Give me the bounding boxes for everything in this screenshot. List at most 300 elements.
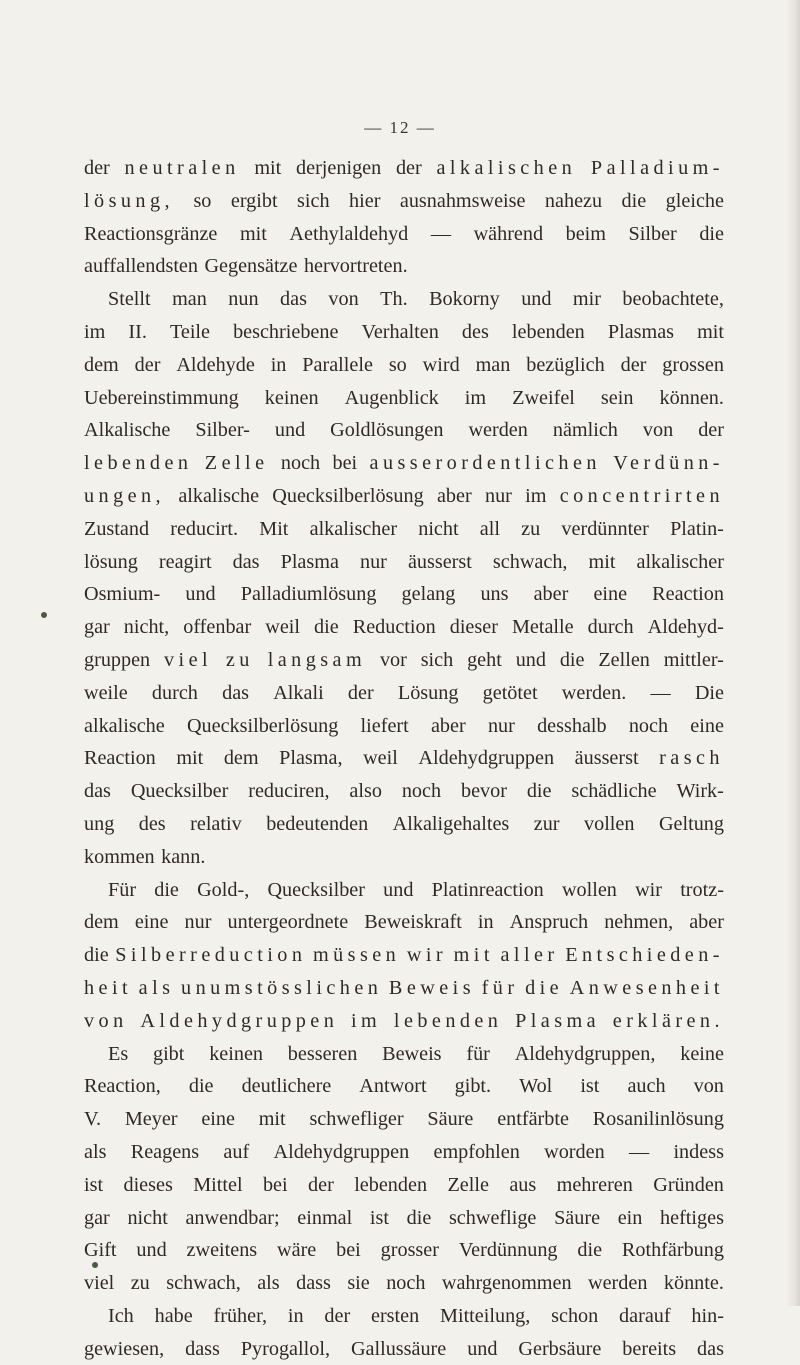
word: mehreren	[556, 1173, 633, 1196]
word: eine	[690, 714, 724, 737]
word: mit	[176, 747, 204, 770]
word: aus	[509, 1173, 537, 1196]
word: die	[314, 616, 339, 639]
word: Gerbsäure	[518, 1337, 602, 1360]
word: der	[395, 157, 422, 179]
word: Verdünnung	[458, 1239, 558, 1262]
text-line	[84, 972, 724, 1005]
word: ung	[84, 812, 115, 835]
spaced-word: neutralen	[124, 157, 240, 179]
word: empfohlen	[433, 1140, 520, 1163]
word: alkalischer	[636, 550, 724, 573]
word: auffallendsten	[84, 255, 198, 278]
word: mit	[588, 550, 616, 573]
word: Gift	[84, 1239, 117, 1262]
word: Reduction	[352, 616, 436, 639]
word: im	[525, 484, 547, 507]
word: dieses	[123, 1173, 173, 1196]
text-line	[84, 1038, 724, 1071]
word: der	[698, 419, 724, 442]
word: Quecksilber	[130, 780, 229, 803]
word: im	[84, 320, 106, 343]
word: Stellt	[108, 288, 151, 311]
word: das	[697, 1337, 724, 1360]
word: trotz-	[680, 878, 724, 901]
word: nicht	[127, 1206, 168, 1229]
word: alkalischer	[309, 517, 398, 540]
spaced-word: Verdünn-	[613, 452, 724, 475]
text-line	[84, 1234, 724, 1267]
word: anwendbar;	[185, 1206, 280, 1229]
word: nehmen,	[604, 911, 674, 934]
word: Reactionsgränze	[84, 222, 218, 245]
word: Reaction,	[84, 1075, 161, 1098]
word: —	[650, 681, 671, 704]
word: entfärbte	[497, 1108, 569, 1131]
word: noch	[386, 1272, 426, 1295]
spaced-word: unumstösslichen	[181, 976, 383, 999]
spaced-word: für	[481, 976, 519, 999]
word: schwach,	[492, 550, 568, 573]
word: mit	[254, 157, 282, 179]
word: Bokorny	[429, 288, 500, 311]
word: kann.	[161, 845, 206, 868]
spaced-word: mit	[453, 944, 494, 967]
word: gleiche	[665, 189, 724, 212]
margin-speck	[92, 1262, 98, 1268]
word: mittler-	[663, 648, 724, 671]
word: zu	[130, 1272, 150, 1295]
spaced-word: Zelle	[204, 452, 269, 475]
word: nicht	[418, 517, 459, 540]
word: sie	[347, 1272, 370, 1295]
word: also	[349, 780, 382, 803]
word: bereits	[622, 1337, 677, 1360]
text-line	[84, 283, 724, 316]
text-line	[84, 808, 724, 841]
word: eine	[201, 1108, 235, 1131]
word: aber	[430, 714, 466, 737]
word: Aldehydgruppen,	[514, 1042, 656, 1065]
text-line	[84, 447, 724, 480]
text-line	[84, 1202, 724, 1235]
word: lebenden	[354, 1173, 428, 1196]
word: liefert	[360, 714, 409, 737]
word: Mitteilung,	[440, 1304, 531, 1327]
word: und	[274, 419, 306, 442]
word: dem	[84, 911, 119, 934]
word: dieser	[449, 616, 498, 639]
word: zweitens	[186, 1239, 258, 1262]
word: in	[287, 1304, 304, 1327]
word: Reaction	[652, 583, 724, 606]
word: reducirt.	[170, 517, 239, 540]
word: Säure	[554, 1206, 601, 1229]
word: relativ	[190, 812, 242, 835]
page-edge-shadow	[786, 0, 800, 1306]
word: beschriebene	[233, 320, 339, 343]
word: man	[475, 353, 511, 376]
word: der	[134, 353, 161, 376]
word: dass	[296, 1272, 331, 1295]
word: der	[308, 1173, 334, 1196]
word: Reagens	[130, 1140, 200, 1163]
spaced-word: lebenden	[84, 452, 193, 475]
word: durch	[151, 681, 198, 704]
text-line	[84, 841, 724, 874]
word: Zweifel	[512, 386, 575, 409]
word: mit	[239, 222, 267, 245]
spaced-word: zu	[225, 648, 254, 671]
word: die	[188, 1075, 214, 1098]
word: Gründen	[653, 1173, 724, 1196]
spaced-word: Entschieden-	[565, 944, 724, 967]
word: so	[388, 353, 407, 376]
word: als	[257, 1272, 280, 1295]
word: kommen	[84, 845, 155, 868]
word: Gold-,	[197, 878, 250, 901]
word: bevor	[460, 780, 507, 803]
word: sich	[297, 189, 330, 212]
word: Aldehyde	[176, 353, 255, 376]
word: nahezu	[544, 189, 603, 212]
word: heftiges	[660, 1206, 724, 1229]
word: beim	[565, 222, 606, 245]
word: auf	[223, 1140, 250, 1163]
text-line	[84, 1005, 724, 1038]
word: einmal	[297, 1206, 353, 1229]
word: Alkali	[273, 681, 324, 704]
word: Plasma	[280, 550, 339, 573]
word: werden	[468, 419, 528, 442]
word: des	[138, 812, 166, 835]
spaced-word: wir	[406, 944, 448, 967]
spaced-word: als	[138, 976, 175, 999]
word: ist	[369, 1206, 389, 1229]
word: ergibt	[230, 189, 278, 212]
word: äusserst	[574, 747, 639, 770]
word: Antwort	[359, 1075, 427, 1098]
text-line	[84, 218, 724, 251]
word: und	[383, 878, 414, 901]
word: hier	[349, 189, 381, 212]
word: —	[430, 222, 452, 245]
word: lebenden	[511, 320, 585, 343]
word: äusserst	[407, 550, 472, 573]
word: noch	[628, 714, 669, 737]
word: wird	[422, 353, 460, 376]
word: Parallele	[302, 353, 373, 376]
word: vor	[379, 648, 407, 671]
word: Gegensätze	[204, 255, 298, 278]
word: Platinreaction	[431, 878, 544, 901]
word: sein	[600, 386, 634, 409]
word: Th.	[380, 288, 408, 311]
text-line	[84, 546, 724, 579]
word: das	[280, 288, 307, 311]
spaced-word: ungen,	[84, 484, 166, 507]
word: und	[467, 1337, 498, 1360]
spaced-word: Silberreduction	[115, 944, 307, 967]
word: schweflige	[448, 1206, 537, 1229]
word: reduciren,	[248, 780, 330, 803]
word: die	[526, 780, 552, 803]
word: Augenblick	[344, 386, 439, 409]
word: wahrgenommen	[441, 1272, 572, 1295]
word: ersten	[371, 1304, 420, 1327]
spaced-word: erklären.	[612, 1009, 724, 1032]
word: und	[515, 648, 546, 671]
word: Mit	[259, 517, 289, 540]
word: Zelle	[447, 1173, 489, 1196]
word: Geltung	[658, 812, 724, 835]
word: dem	[84, 353, 119, 376]
word: gibt	[152, 1042, 185, 1065]
word: Rothfärbung	[621, 1239, 724, 1262]
word: können.	[659, 386, 724, 409]
word: und	[136, 1239, 167, 1262]
word: Plasmas	[607, 320, 675, 343]
word: all	[479, 517, 500, 540]
word: Die	[694, 681, 724, 704]
word: eine	[593, 583, 628, 606]
word: Wol	[519, 1075, 553, 1098]
word: mit	[697, 320, 724, 343]
text-line	[84, 414, 724, 447]
word: Platin-	[670, 517, 724, 540]
word: untergeordnete	[227, 911, 349, 934]
word: Alkaligehaltes	[392, 812, 510, 835]
word: wir	[635, 878, 663, 901]
word: schwefliger	[309, 1108, 404, 1131]
word: V.	[84, 1108, 102, 1131]
word: bei	[332, 452, 358, 475]
word: Aethylaldehyd	[289, 222, 409, 245]
word: Osmium-	[84, 583, 161, 606]
word: grossen	[662, 353, 724, 376]
word: nur	[487, 714, 515, 737]
word: dass	[185, 1337, 220, 1360]
word: die	[621, 189, 647, 212]
text-line	[84, 906, 724, 939]
spaced-word: concentrirten	[559, 484, 724, 507]
word: indess	[673, 1140, 724, 1163]
word: Meyer	[124, 1108, 178, 1131]
word: Goldlösungen	[330, 419, 444, 442]
word: schon	[551, 1304, 599, 1327]
spaced-word: Aldehydgruppen	[140, 1009, 339, 1032]
margin-speck	[41, 612, 47, 618]
word: desshalb	[537, 714, 607, 737]
word: gewiesen,	[84, 1337, 165, 1360]
word: Es	[108, 1042, 129, 1065]
word: noch	[401, 780, 442, 803]
spaced-word: Anwesenheit	[569, 976, 724, 999]
word: eine	[134, 911, 169, 934]
word: so	[193, 189, 212, 212]
word: Rosanilinlösung	[592, 1108, 724, 1131]
text-line	[84, 185, 724, 218]
word: und	[185, 583, 216, 606]
word: Reaction	[84, 747, 156, 770]
spaced-word: lösung,	[84, 189, 174, 212]
word: die	[406, 1206, 432, 1229]
word: hervortreten.	[303, 255, 408, 278]
word: bei	[336, 1239, 361, 1262]
text-line	[84, 1136, 724, 1169]
word: bezüglich	[526, 353, 605, 376]
spaced-word: heit	[84, 976, 133, 999]
word: Zustand	[84, 517, 150, 540]
word: alkalische	[178, 484, 260, 507]
text-line	[84, 775, 724, 808]
word: während	[473, 222, 544, 245]
spaced-word: lebenden	[393, 1009, 503, 1032]
word: nun	[228, 288, 259, 311]
text-line	[84, 742, 724, 775]
word: Alkalische	[84, 419, 171, 442]
word: worden	[544, 1140, 605, 1163]
text-line	[84, 710, 724, 743]
text-line	[84, 611, 724, 644]
word: lösung	[84, 550, 138, 573]
word: man	[172, 288, 207, 311]
word: Säure	[427, 1108, 474, 1131]
text-line	[84, 1169, 724, 1202]
text-line	[84, 316, 724, 349]
text-line	[84, 382, 724, 415]
word: ist	[580, 1075, 600, 1098]
word: die	[577, 1239, 603, 1262]
spaced-word: rasch	[659, 747, 724, 770]
word: besseren	[287, 1042, 358, 1065]
body-text	[84, 152, 724, 1365]
word: und	[521, 288, 552, 311]
word: mir	[572, 288, 601, 311]
word: Verhalten	[361, 320, 439, 343]
word: deutlichere	[241, 1075, 332, 1098]
text-line	[84, 1070, 724, 1103]
word: Silber-	[195, 419, 250, 442]
word: werden	[588, 1272, 648, 1295]
word: früher,	[213, 1304, 268, 1327]
word: weile	[84, 681, 128, 704]
word: von	[328, 288, 359, 311]
word: Mittel	[193, 1173, 243, 1196]
word: Anspruch	[509, 911, 589, 934]
word: Beweiskraft	[364, 911, 462, 934]
word: derjenigen	[296, 157, 382, 179]
word: beobachtete,	[622, 288, 724, 311]
word: Gallussäure	[350, 1337, 447, 1360]
spaced-word: aller	[500, 944, 559, 967]
word: das	[84, 780, 111, 803]
word: Plasma,	[279, 747, 343, 770]
word: Palladiumlösung	[240, 583, 377, 606]
word: habe	[154, 1304, 193, 1327]
spaced-word: Palladium-	[590, 157, 724, 179]
word: Aldehydgruppen	[273, 1140, 410, 1163]
word: Quecksilberlösung	[186, 714, 339, 737]
text-line	[84, 513, 724, 546]
text-line	[84, 939, 724, 972]
word: die	[84, 944, 109, 967]
word: Metalle	[511, 616, 574, 639]
spaced-word: Beweis	[388, 976, 475, 999]
word: keinen	[209, 1042, 263, 1065]
text-line	[84, 152, 724, 185]
word: zur	[533, 812, 560, 835]
word: getötet	[482, 681, 538, 704]
text-line	[84, 480, 724, 513]
word: ist	[84, 1173, 104, 1196]
word: die	[559, 648, 585, 671]
word: die	[154, 878, 179, 901]
word: nur	[184, 911, 212, 934]
word: im	[464, 386, 487, 409]
text-line	[84, 874, 724, 907]
word: —	[628, 1140, 650, 1163]
word: nur	[359, 550, 387, 573]
word: bei	[262, 1173, 288, 1196]
word: schwach,	[166, 1272, 241, 1295]
word: gruppen	[84, 648, 151, 671]
word: darauf	[619, 1304, 671, 1327]
word: II.	[128, 320, 147, 343]
spaced-word: viel	[164, 648, 213, 671]
word: der	[347, 681, 374, 704]
word: Quecksilberlösung	[272, 484, 424, 507]
spaced-word: von	[84, 1009, 128, 1032]
word: des	[461, 320, 489, 343]
word: keine	[680, 1042, 724, 1065]
word: bedeutenden	[266, 812, 369, 835]
word: weil	[265, 616, 301, 639]
word: könnte.	[663, 1272, 724, 1295]
text-line	[84, 1267, 724, 1300]
word: Silber	[628, 222, 677, 245]
word: Aldehydgruppen	[418, 747, 555, 770]
word: gelang	[401, 583, 456, 606]
word: durch	[587, 616, 634, 639]
text-line	[84, 1333, 724, 1365]
word: für	[466, 1042, 490, 1065]
spaced-word: müssen	[312, 944, 401, 967]
word: aber	[436, 484, 472, 507]
page-number: — 12 —	[364, 118, 436, 137]
word: Lösung	[397, 681, 459, 704]
spaced-word: im	[350, 1009, 382, 1032]
word: zu	[521, 517, 541, 540]
word: Ich	[108, 1304, 134, 1327]
text-line	[84, 644, 724, 677]
word: Wirk-	[676, 780, 724, 803]
word: wollen	[561, 878, 617, 901]
word: Teile	[169, 320, 210, 343]
word: verdünnter	[561, 517, 649, 540]
spaced-word: ausserordentlichen	[369, 452, 601, 475]
word: gar	[84, 1206, 110, 1229]
text-line	[84, 1103, 724, 1136]
word: grosser	[380, 1239, 439, 1262]
word: wäre	[277, 1239, 317, 1262]
text-line	[84, 578, 724, 611]
word: mit	[258, 1108, 286, 1131]
word: geht	[467, 648, 502, 671]
spaced-word: alkalischen	[436, 157, 577, 179]
word: nur	[484, 484, 512, 507]
word: nicht,	[123, 616, 170, 639]
